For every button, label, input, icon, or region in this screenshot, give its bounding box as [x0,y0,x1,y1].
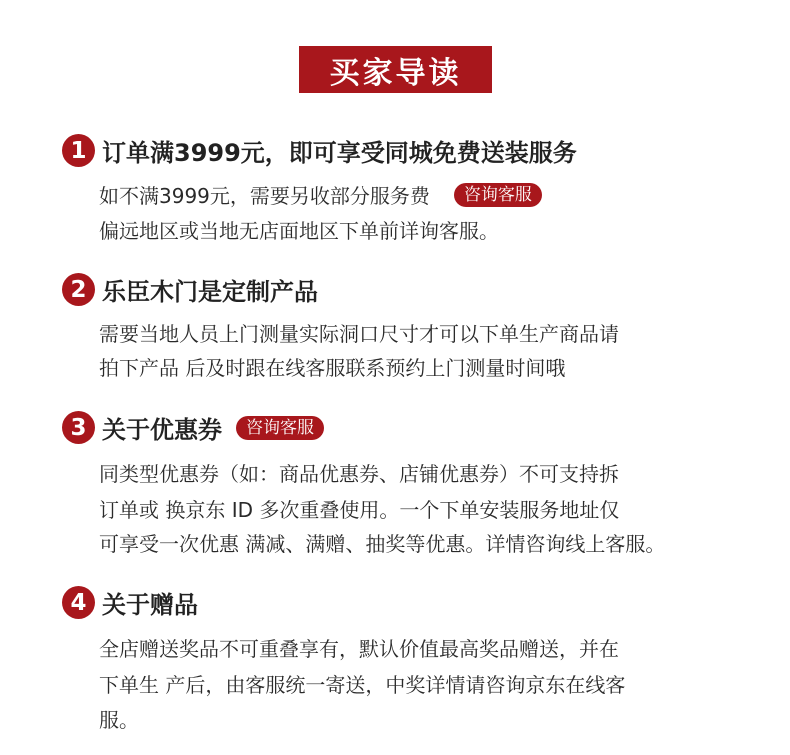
section-3-line-3: 可享受一次优惠 满减、满赠、抽奖等优惠。详情咨询线上客服。 [99,532,666,556]
section-3-heading [62,410,324,445]
section-1-line-2: 偏远地区或当地无店面地区下单前详询客服。 [99,219,499,243]
section-1-line-1-text: 如不满3999元，需要另收部分服务费 [99,184,430,208]
section-3-title: 关于优惠券 [102,416,222,444]
consult-service-button[interactable]: 咨询客服 [454,183,542,207]
section-4-heading [62,585,198,620]
number-badge-1: 1 [62,134,95,167]
section-2-heading [62,272,318,307]
section-1-line-1 [99,180,542,209]
number-badge-4: 4 [62,586,95,619]
page-title: 买家导读 [299,46,492,93]
section-2-title: 乐臣木门是定制产品 [102,278,318,306]
section-4-line-1: 全店赠送奖品不可重叠享有，默认价值最高奖品赠送，并在 [99,637,619,661]
section-2-line-2: 拍下产品 后及时跟在线客服联系预约上门测量时间哦 [99,356,566,380]
section-1-title: 订单满3999元，即可享受同城免费送装服务 [102,139,577,167]
section-4-title: 关于赠品 [102,591,198,619]
section-3-line-1: 同类型优惠券（如：商品优惠券、店铺优惠券）不可支持拆 [99,462,619,486]
number-badge-2: 2 [62,273,95,306]
section-4-line-2: 下单生 产后，由客服统一寄送，中奖详情请咨询京东在线客 [99,673,626,697]
coupon-consult-service-button[interactable]: 咨询客服 [236,416,324,440]
number-badge-3: 3 [62,411,95,444]
section-2-line-1: 需要当地人员上门测量实际洞口尺寸才可以下单生产商品请 [99,322,619,346]
section-4-line-3: 服。 [99,708,139,732]
section-1-heading [62,133,577,168]
section-3-line-2: 订单或 换京东 ID 多次重叠使用。一个下单安装服务地址仅 [99,498,620,522]
